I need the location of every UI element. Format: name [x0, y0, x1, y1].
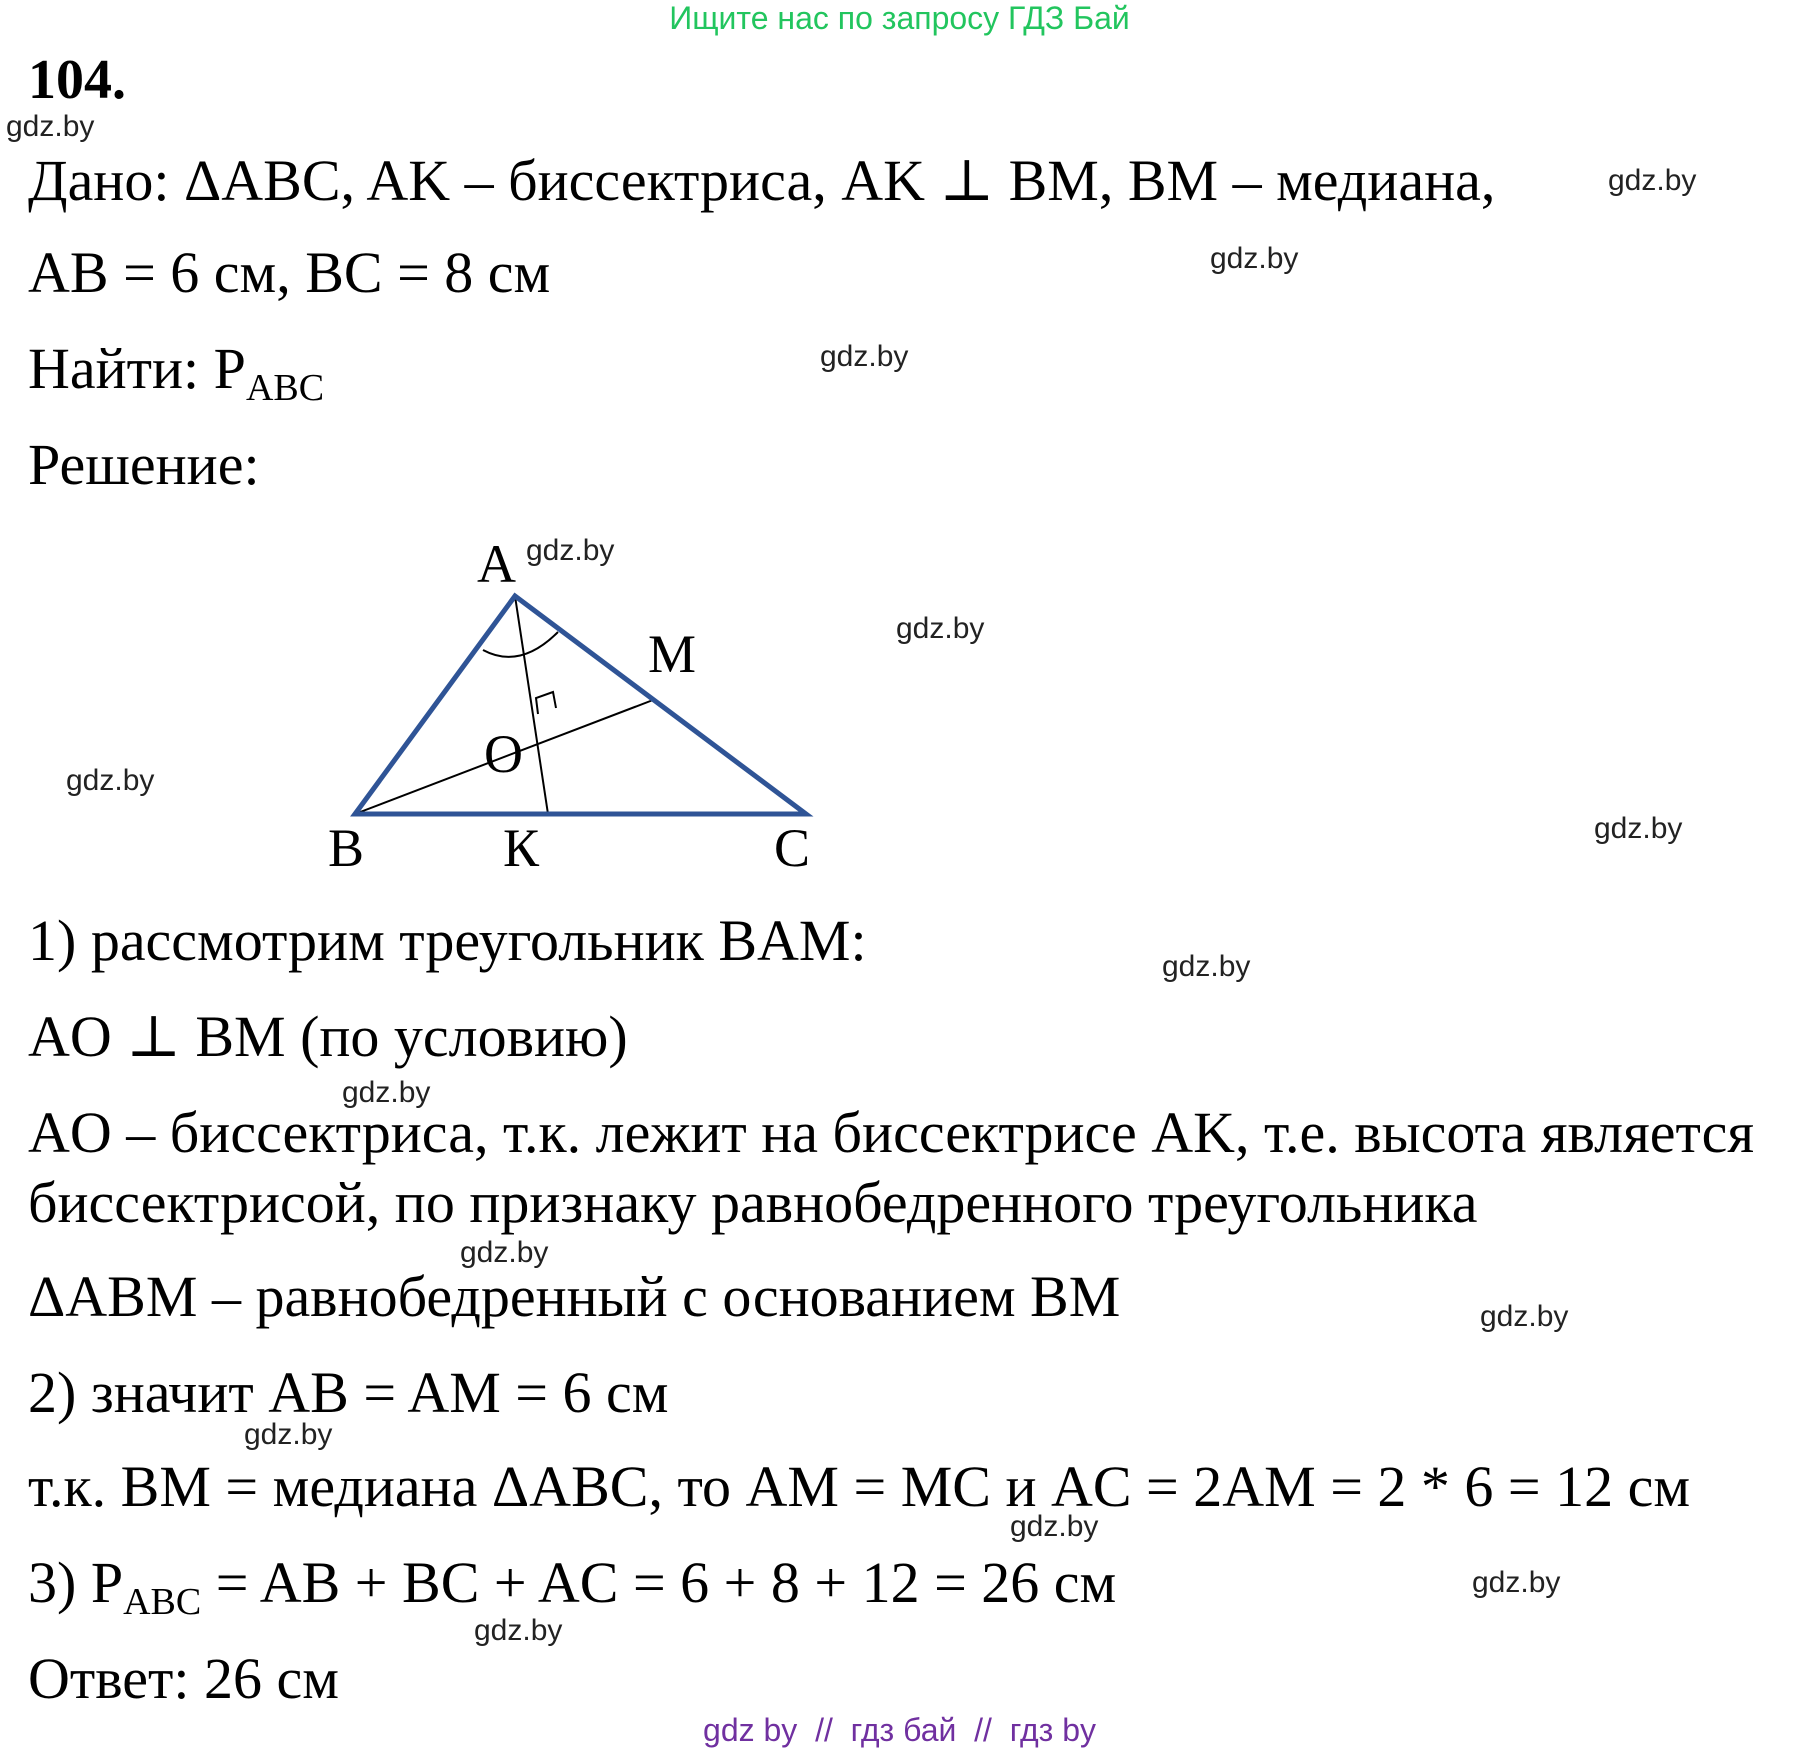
label-o: O [484, 724, 523, 784]
watermark: gdz.by [66, 764, 155, 797]
step-3b: биссектрисой, по признаку равнобедренного треугольника [28, 1170, 1478, 1235]
watermark: gdz.by [1480, 1300, 1569, 1333]
step-1: 1) рассмотрим треугольник BAM: [28, 908, 867, 973]
watermark: gdz.by [460, 1236, 549, 1269]
given-line-1: Дано: ΔABC, AK – биссектриса, AK ⊥ BM, BM – медиана, [28, 148, 1496, 213]
watermark: gdz.by [244, 1418, 333, 1451]
watermark: gdz.by [1608, 164, 1697, 197]
watermark: gdz.by [526, 534, 615, 567]
step-2: AO ⊥ BM (по условию) [28, 1004, 628, 1069]
watermark: gdz.by [6, 110, 95, 143]
label-k: К [503, 818, 540, 878]
watermark: gdz.by [1162, 950, 1251, 983]
label-b: B [328, 818, 365, 878]
watermark: gdz.by [342, 1076, 431, 1109]
watermark: gdz.by [1210, 242, 1299, 275]
find-subscript: ABC [245, 367, 325, 409]
step-4: ΔABM – равнобедренный с основанием BM [28, 1264, 1121, 1329]
step-7-rest: = AB + BC + AC = 6 + 8 + 12 = 26 см [201, 1550, 1117, 1615]
step-6: т.к. BM = медиана ΔABC, то AM = MC и AC = 2AM = 2 * 6 = 12 см [28, 1454, 1691, 1519]
watermark: gdz.by [1594, 812, 1683, 845]
label-a: A [477, 534, 516, 594]
footer-links[interactable]: gdz by // гдз бай // гдз by [703, 1712, 1096, 1748]
step-7-subscript: ABC [123, 1581, 202, 1623]
watermark: gdz.by [1010, 1510, 1099, 1543]
right-angle-mark [536, 692, 556, 714]
step-7-prefix: 3) P [28, 1550, 124, 1615]
step-7 [28, 1550, 1117, 1623]
step-3a: AO – биссектриса, т.к. лежит на биссектрисе AK, т.е. высота является [28, 1100, 1755, 1165]
watermark: gdz.by [1472, 1566, 1561, 1599]
answer: Ответ: 26 см [28, 1646, 339, 1711]
problem-number: 104. [28, 49, 126, 111]
solution-heading: Решение: [28, 432, 260, 497]
label-c: C [774, 818, 811, 878]
watermark: gdz.by [474, 1614, 563, 1647]
step-5: 2) значит AB = AM = 6 см [28, 1360, 669, 1425]
find-prefix: Найти: P [28, 336, 246, 401]
given-line-2: AB = 6 см, BC = 8 см [28, 240, 551, 305]
top-banner[interactable]: Ищите нас по запросу ГДЗ Бай [669, 0, 1130, 36]
watermark: gdz.by [820, 340, 909, 373]
watermark: gdz.by [896, 612, 985, 645]
label-m: M [648, 624, 697, 684]
triangle-abc [355, 596, 806, 814]
